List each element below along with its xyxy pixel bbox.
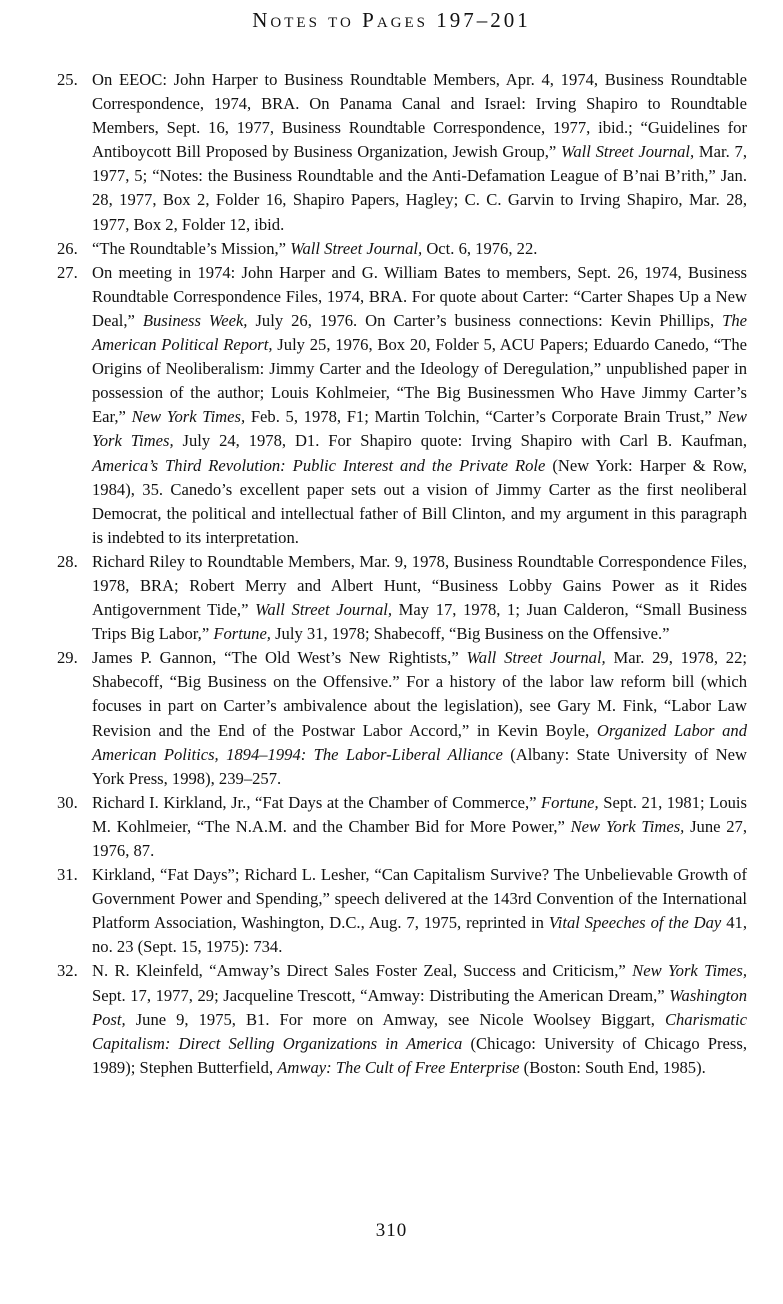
running-head: Notes to Pages 197–201 [252,8,531,32]
note-text-segment: N. R. Kleinfeld, “Amway’s Direct Sales Foster Zeal, Success and Criticism,” [92,961,633,981]
note-text-segment: “The Roundtable’s Mission,” [92,238,291,258]
note-text-segment: (Chicago: University of Chicago Press, 1989); Stephen Butterfield, [92,1033,747,1077]
note-text [92,239,537,258]
note-text-segment: Richard Riley to Roundtable Members, Mar. 9, 1978, Business Roundtable Correspondence Files, 1978, BRA; Robert Merry and Albert Hunt, “Business Lobby Gains Power as it Rides Antigovernment Tide,” [92,551,747,620]
note-text [92,70,747,234]
note-text-segment: On EEOC: John Harper to Business Roundtable Members, Apr. 4, 1974, Business Roundtable Correspondence, 1974, BRA. On Panama Canal and Israel: Irving Shapiro to Roundtable Members, Sept. 16, 1977, Business Roundtable Correspondence, 1977, ibid.; “Guidelines for Antiboycott Bill Proposed by Business Organization, Jewish Group,” [92,70,747,162]
note-italic-title: New York Times, [570,816,685,836]
note-text [92,648,747,787]
note-item [57,550,747,646]
note-italic-title: Fortune, [213,624,271,644]
note-text-segment: Oct. 6, 1976, 22. [422,238,538,258]
note-italic-title: Wall Street Journal, [290,238,423,258]
note-text-segment: Kirkland, “Fat Days”; Richard L. Lesher, “Can Capitalism Survive? The Unbelievable Growth of Government Power and Spending,” speech delivered at the 143rd Convention of the International Platform Association, Washington, D.C., Aug. 7, 1975, reprinted in [92,865,747,933]
note-text-segment: Sept. 17, 1977, 29; Jacqueline Trescott, “Amway: Distributing the American Dream,” [92,985,670,1005]
note-text [92,263,747,547]
note-italic-title: Wall Street Journal, [466,648,606,668]
note-italic-title: Fortune, [541,792,599,812]
note-item [57,863,747,959]
note-italic-title: The American Political Report, [92,310,747,355]
note-text [92,793,747,860]
note-italic-title: Business Week, [142,310,248,330]
note-item [57,261,747,550]
note-number: 25. [57,70,78,89]
note-italic-title: Organized Labor and American Politics, 1894–1994: The Labor-Liberal Alliance [92,720,747,764]
note-italic-title: Wall Street Journal, [561,142,695,162]
note-italic-title: New York Times, [131,407,246,427]
note-text-segment: July 25, 1976, Box 20, Folder 5, ACU Papers; Eduardo Canedo, “The Origins of Neoliberalism: Jimmy Carter and the Ideology of Deregulation,” unpublished paper in possession of the author; Louis Kohlmeier, “The Big Businessmen Who Have Jimmy Carter’s Ear,” [92,335,747,427]
note-text-segment: James P. Gannon, “The Old West’s New Rightists,” [92,648,467,668]
note-text-segment: July 26, 1976. On Carter’s business connections: Kevin Phillips, [247,310,723,330]
note-item [57,646,747,791]
note-italic-title: Wall Street Journal, [255,600,393,620]
note-text-segment: Mar. 7, 1977, 5; “Notes: the Business Roundtable and the Anti-Defamation League of B’nai B’rith,” Jan. 28, 1977, Box 2, Folder 16, Shapiro Papers, Hagley; C. C. Garvin to Irving Shapiro, Mar. 28, 1977, Box 2, Folder 12, ibid. [92,142,747,234]
note-number: 26. [57,238,78,258]
note-text-segment: (Boston: South End, 1985). [519,1057,706,1077]
note-text-segment: July 31, 1978; Shabecoff, “Big Business on the Offensive.” [270,624,670,644]
note-item [57,68,747,237]
note-number: 28. [57,551,78,571]
note-number: 31. [57,865,78,885]
note-text [92,961,747,1076]
note-italic-title: New York Times, [92,407,747,451]
note-number: 29. [57,648,78,668]
note-number: 30. [57,792,78,812]
note-italic-title: Amway: The Cult of Free Enterprise [277,1057,520,1077]
note-number: 27. [57,262,78,282]
note-text-segment: May 17, 1978, 1; Juan Calderon, “Small Business Trips Big Labor,” [92,600,747,644]
note-text-segment: Feb. 5, 1978, F1; Martin Tolchin, “Carter’s Corporate Brain Trust,” [245,407,718,427]
note-item [57,237,747,261]
note-text-segment: Mar. 29, 1978, 22; Shabecoff, “Big Business on the Offensive.” For a history of the labor law reform bill (which focuses in part on Carter’s ambivalence about the legislation), see Gary M. Fink, “Labor Law Revision and the End of the Postwar Labor Accord,” in Kevin Boyle, [92,648,747,740]
note-italic-title: New York Times, [632,961,748,981]
note-text-segment: June 9, 1975, B1. For more on Amway, see Nicole Woolsey Biggart, [125,1009,665,1029]
note-italic-title: Vital Speeches of the Day [548,913,722,933]
note-text-segment: June 27, 1976, 87. [92,816,747,860]
notes-list [57,68,747,1080]
note-item [57,791,747,863]
page-number: 310 [375,1220,408,1241]
note-text-segment: (New York: Harper & Row, 1984), 35. Canedo’s excellent paper sets out a vision of Jimmy Carter as the first neoliberal Democrat, the political and intellectual father of Bill Clinton, and my argument in this paragraph is indebted to its interpretation. [92,455,747,547]
note-italic-title: Washington Post, [92,985,747,1029]
note-text-segment: (Albany: State University of New York Press, 1998), 239–257. [92,744,747,788]
note-italic-title: America’s Third Revolution: Public Interest and the Private Role [92,455,546,475]
note-text [92,865,747,956]
note-italic-title: Charismatic Capitalism: Direct Selling Organizations in America [92,1009,747,1053]
note-text-segment: On meeting in 1974: John Harper and G. William Bates to members, Sept. 26, 1974, Business Roundtable Correspondence Files, 1974, BRA. For quote about Carter: “Carter Shapes Up a New Deal,” [92,262,747,330]
note-number: 32. [57,961,78,981]
note-text-segment: 41, no. 23 (Sept. 15, 1975): 734. [92,913,748,957]
note-text-segment: July 24, 1978, D1. For Shapiro quote: Irving Shapiro with Carl B. Kaufman, [173,431,747,451]
note-text [92,552,747,643]
note-text-segment: Sept. 21, 1981; Louis M. Kohlmeier, “The N.A.M. and the Chamber Bid for More Power,” [92,792,747,836]
note-item [57,959,747,1079]
note-text-segment: Richard I. Kirkland, Jr., “Fat Days at the Chamber of Commerce,” [92,792,542,812]
